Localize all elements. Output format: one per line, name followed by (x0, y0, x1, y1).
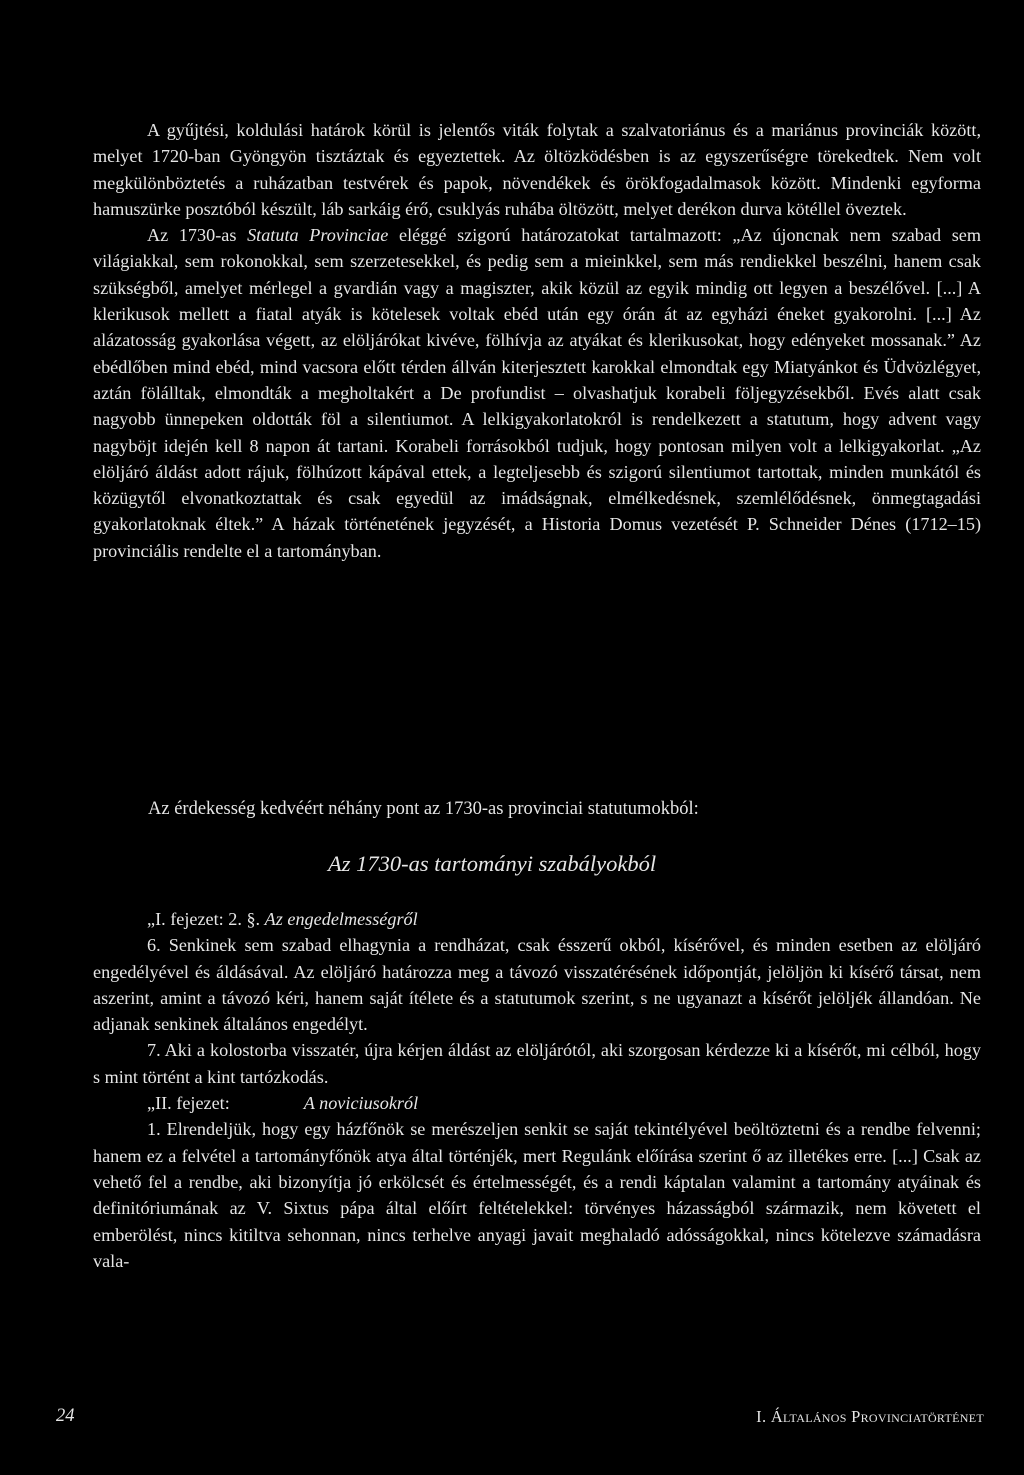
chapter-2-heading (93, 1090, 981, 1116)
statute-7: 7. Aki a kolostorba visszatér, újra kérjen áldást az elöljárótól, aki szorgosan kérdezze ki a kísérőt, mi célból, hogy s mint történt a kint tartózkodás. (93, 1040, 981, 1087)
chapter-2-label: „II. fejezet: (147, 1093, 230, 1114)
paragraph-statuta-rest: eléggé szigorú határozatokat tartalmazott: „Az újoncnak nem szabad sem világiakkal, sem rokonokkal, sem szerzetesekkel, és pedig sem a mieinkkel, sem más rendiekkel beszélni, hanem csak szükségből, amelyet mérlegel a gvardián vagy a magiszter, akik közül az egyik mindig ott legyen a beszélővel. [...] A klerikusok mellett a fiatal atyák is kötelesek voltak ebéd után egy órán át az egyházi éneket gyakorolni. [...] Az alázatosság gyakorlása végett, az elöljárókat kivéve, fölhívja az atyákat és klerikusokat, hogy edényeket mossanak.” Az ebédlőben mind ebéd, mind vacsora előtt térden állván kiterjesztett karokkal elmondtak egy Miatyánkot és Üdvözlégyet, aztán fölálltak, elmondták a megholtakért a De profundist – olvashatjuk korabeli följegyzésekből. Evés alatt csak nagyobb ünnepeken oldották föl a silentiumot. A lelkigyakorlatokról is rendelkezett a statutum, hogy advent vagy nagyböjt idején kell 8 napon át tartani. Korabeli forrásokból tudjuk, hogy pontosan milyen volt a lelkigyakorlat. „Az elöljáró áldást adott rájuk, fölhúzott kápával ettek, a legteljesebb és szigorú silentiumot tartottak, minden munkától és közügytől elvonatkoztattak és csak egyedül az imádságnak, elmélkedésnek, szemlélődésnek, önmegtagadási gyakorlatoknak éltek.” A házak történetének jegyzését, a Historia Domus vezetését P. Schneider Dénes (1712–15) provinciális rendelte el a tartományban. (93, 225, 981, 561)
paragraph-statuta-start: Az 1730-as (147, 225, 248, 246)
statute-1: 1. Elrendeljük, hogy egy házfőnök se merészeljen senkit se saját tekintélyével beöltöztetni és a rendbe felvenni; hanem ez a felvétel a tartományfőnök atya által történjék, mert Regulánk előírása szerint ő az illetékes erre. [...] Csak az vehető fel a rendbe, aki bizonyítja jó erkölcsét és értelmességét, és a rendi káptalan valamint a tartomány atyáinak és definitóriumának az V. Sixtus pápa által előírt feltételekkel: törvényes házasságból származik, nem követett el emberölést, nincs kitiltva sehonnan, nincs terhelve anyagi javait meghaladó adósságokkal, nincs kötelezve számadásra vala- (93, 1119, 981, 1271)
chapter-1-label: „I. fejezet: 2. §. (147, 909, 265, 929)
section-intro: Az érdekesség kedvéért néhány pont az 1730-as provinciai statutumokból: (148, 799, 699, 819)
main-text (93, 117, 981, 564)
running-head: I. Általános Provinciatörténet (756, 1407, 984, 1426)
page-number: 24 (56, 1406, 75, 1426)
paragraph-statuta (93, 222, 981, 564)
chapter-1-title: Az engedelmességről (264, 909, 418, 929)
statute-title: Az 1730-as tartományi szabályokból (328, 851, 657, 876)
statuta-provinciae-title: Statuta Provinciae (247, 225, 389, 246)
statute-6: 6. Senkinek sem szabad elhagynia a rendházat, csak ésszerű okból, kísérővel, és minden esetben az elöljáró engedélyével és áldásával. Az elöljáró határozza meg a távozó visszatérésének időpontját, jelöljön ki kísérő társat, nem aszerint, amint a távozó kéri, hanem saját ítélete és a statutumok szerint, s ne ugyanazt a kísérőt jelöljék állandóan. Ne adjanak senkinek általános engedélyt. (93, 935, 981, 1035)
paragraph-collecting-limits: A gyűjtési, koldulási határok körül is jelentős viták folytak a szalvatoriánus és a mariánus provinciák között, melyet 1720-ban Gyöngyön tisztáztak és egyeztettek. Az öltözködésben is az egyszerűségre törekedtek. Nem volt megkülönböztetés a ruházatban testvérek és papok, növendékek és örökfogadalmasok között. Mindenki egyforma hamuszürke posztóból készült, láb sarkáig érő, csuklyás ruhába öltözött, melyet derékon durva kötéllel öveztek. (93, 120, 981, 219)
chapter-2-title: A noviciusokról (303, 1093, 419, 1114)
chapter-1-heading (93, 906, 981, 932)
statutes-block (93, 906, 981, 1274)
